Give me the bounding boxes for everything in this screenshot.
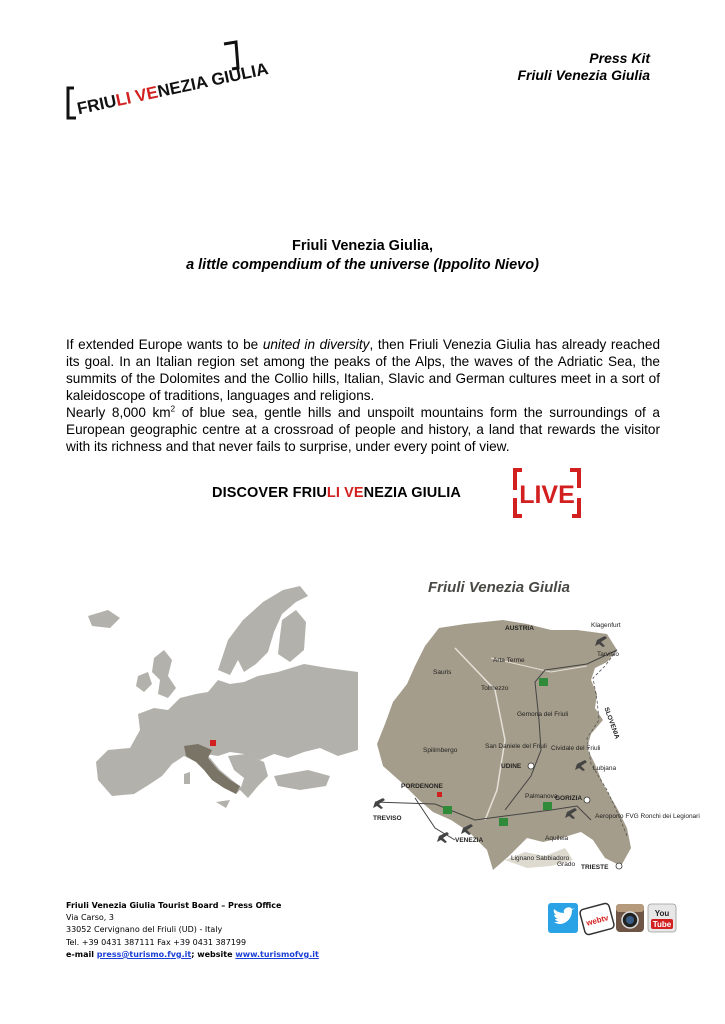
label-trieste: TRIESTE bbox=[581, 864, 609, 871]
youtube-icon[interactable] bbox=[648, 904, 676, 932]
label-gorizia: GORIZIA bbox=[555, 795, 583, 802]
svg-text:webtv: webtv bbox=[585, 913, 610, 928]
live-logo bbox=[512, 468, 582, 518]
svg-text:FRIULI VENEZIA GIULIA: FRIULI VENEZIA GIULIA bbox=[75, 59, 270, 119]
label-sauris: Sauris bbox=[433, 669, 452, 676]
paragraph-1: If extended Europe wants to be united in diversity, then Friuli Venezia Giulia has already reached its goal. In an Italian region set among the peaks of the Alps, the waves of the Adriatic Sea, the summits of the Dolomites and the Collio hills, Italian, Slavic and German cultures meet in a sort of kaleidoscope of traditions, languages and religions. bbox=[66, 337, 661, 403]
label-aquileia: Aquileia bbox=[545, 835, 569, 842]
instagram-icon[interactable] bbox=[616, 904, 644, 932]
social-icons bbox=[548, 902, 678, 936]
label-aeroporto: Aeroporto FVG Ronchi dei Legionari bbox=[595, 813, 700, 820]
europe-map bbox=[68, 580, 358, 815]
footer-contact bbox=[66, 900, 319, 961]
footer-org: Friuli Venezia Giulia Tourist Board – Press Office bbox=[66, 901, 282, 910]
label-slovenia: SLOVENIA bbox=[602, 706, 621, 741]
label-tolmezzo: Tolmezzo bbox=[481, 685, 509, 692]
label-austria: AUSTRIA bbox=[505, 625, 534, 632]
label-tarvisio: Tarvisio bbox=[597, 651, 620, 658]
email-link[interactable]: press@turismo.fvg.it bbox=[96, 949, 192, 959]
document-title bbox=[0, 237, 725, 275]
subtitle-line: a little compendium of the universe (Ippolito Nievo) bbox=[186, 257, 539, 273]
press-kit-header bbox=[517, 50, 650, 84]
label-palmanova: Palmanova bbox=[525, 793, 558, 800]
fvg-map-title: Friuli Venezia Giulia bbox=[428, 579, 570, 596]
label-grado: Grado bbox=[557, 861, 576, 868]
press-kit-label: Press Kit bbox=[589, 50, 650, 66]
label-lubjana: Lubjana bbox=[593, 765, 617, 772]
webtv-icon[interactable] bbox=[579, 903, 615, 936]
label-cividale: Cividale del Friuli bbox=[551, 745, 601, 752]
svg-text:LIVE: LIVE bbox=[519, 481, 575, 509]
label-gemona: Gemona del Friuli bbox=[517, 711, 569, 718]
footer-address-city: 33052 Cervignano del Friuli (UD) - Italy bbox=[66, 925, 223, 935]
label-arta-terme: Arta Terme bbox=[493, 657, 525, 664]
svg-text:You: You bbox=[654, 909, 670, 918]
fvg-map bbox=[355, 570, 700, 885]
twitter-icon[interactable] bbox=[548, 903, 578, 933]
footer-phone: Tel. +39 0431 387111 Fax +39 0431 387199 bbox=[66, 937, 247, 947]
title-line: Friuli Venezia Giulia, bbox=[291, 238, 433, 254]
paragraph-2: Nearly 8,000 $km^2$ of blue sea, gentle hills and unspoilt mountains form the surroundings of a European geographic centre at a crossroad of people and history, a land that rewards the visitor with its richness and that never fails to surprise, under every point of view. bbox=[66, 404, 660, 454]
body-text bbox=[66, 336, 660, 455]
footer-address-street: Via Carso, 3 bbox=[66, 913, 114, 923]
label-klagenfurt: Klagenfurt bbox=[591, 622, 621, 629]
fvg-logo bbox=[64, 40, 270, 120]
discover-heading: DISCOVER FRIULI VENEZIA GIULIA bbox=[212, 485, 461, 501]
label-treviso: TREVISO bbox=[373, 815, 402, 822]
label-venezia: VENEZIA bbox=[455, 837, 484, 844]
label-san-daniele: San Daniele del Friuli bbox=[485, 743, 547, 750]
press-kit-region: Friuli Venezia Giulia bbox=[517, 67, 650, 83]
label-pordenone: PORDENONE bbox=[401, 783, 443, 790]
label-udine: UDINE bbox=[501, 763, 522, 770]
label-spilimbergo: Spilimbergo bbox=[423, 747, 458, 754]
label-lignano: Lignano Sabbiadoro bbox=[511, 855, 570, 862]
website-link[interactable]: www.turismofvg.it bbox=[235, 949, 319, 959]
svg-text:Tube: Tube bbox=[652, 920, 672, 929]
footer-links: e-mail press@turismo.fvg.it; website www.turismofvg.it bbox=[66, 949, 319, 959]
